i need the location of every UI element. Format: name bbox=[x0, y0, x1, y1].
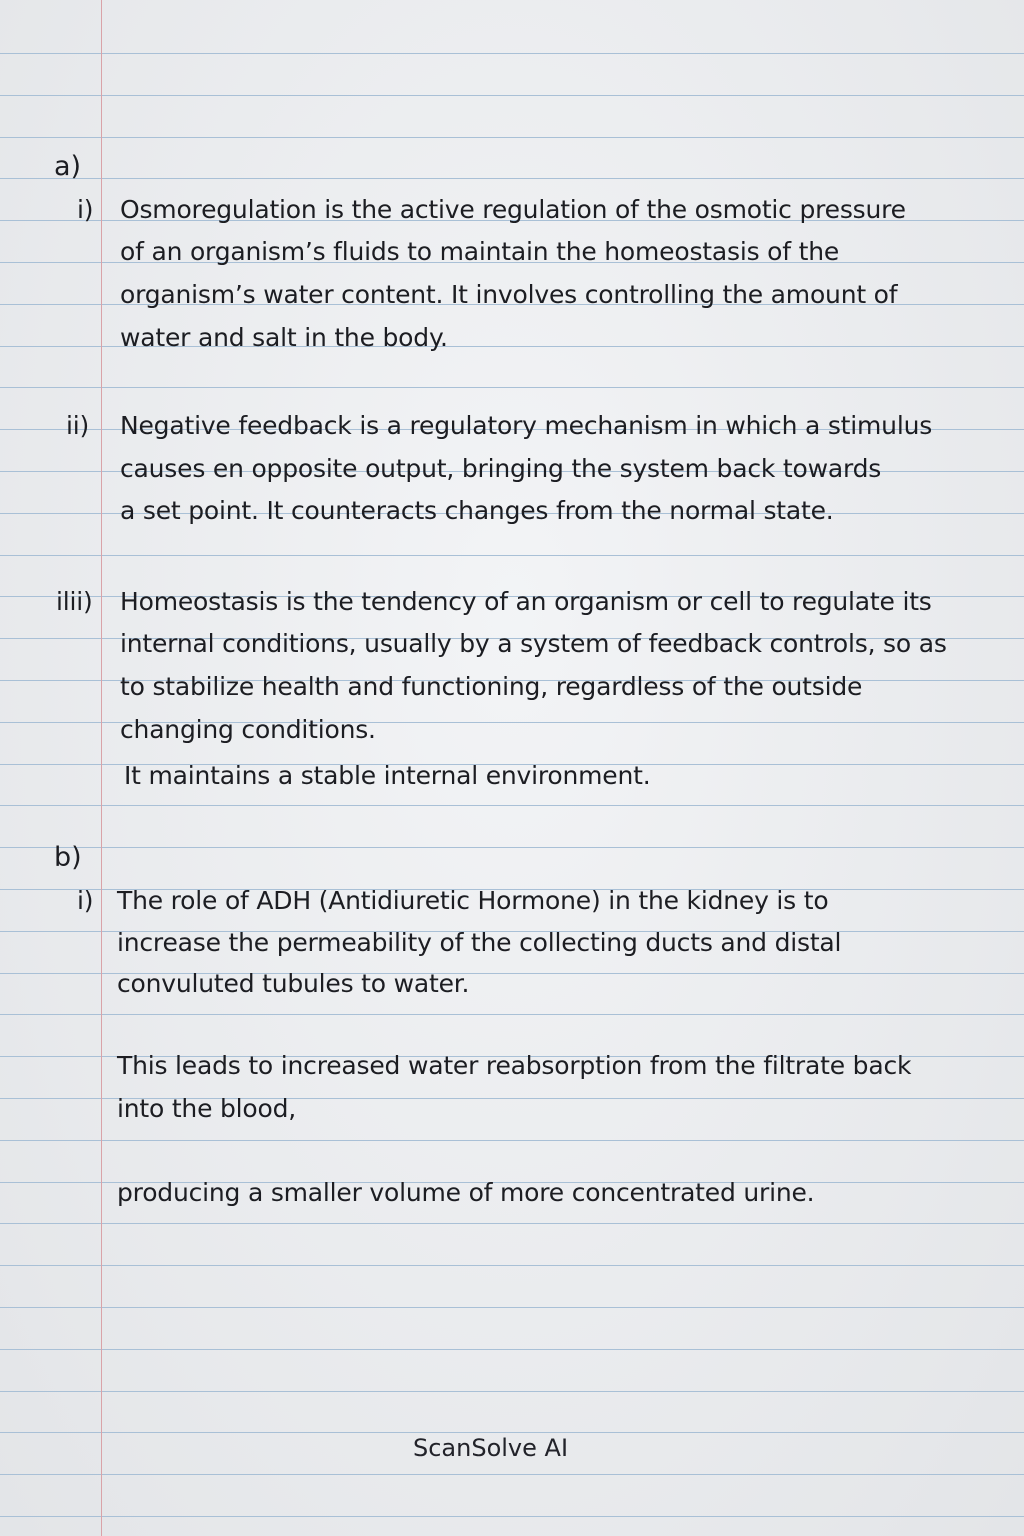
section-b-label: b) bbox=[54, 842, 82, 873]
ruled-line bbox=[0, 178, 1024, 179]
ruled-line bbox=[0, 555, 1024, 556]
ruled-line bbox=[0, 805, 1024, 806]
margin-line bbox=[101, 0, 102, 1536]
ruled-line bbox=[0, 1014, 1024, 1015]
ruled-line bbox=[0, 137, 1024, 138]
item-b-i-line-5: into the blood, bbox=[117, 1094, 297, 1123]
item-a-iii-line-2: internal conditions, usually by a system of feedback controls, so as bbox=[120, 629, 947, 658]
item-b-i-marker: i) bbox=[77, 886, 94, 915]
ruled-line bbox=[0, 95, 1024, 96]
item-b-i-line-1: The role of ADH (Antidiuretic Hormone) in the kidney is to bbox=[117, 886, 829, 915]
item-b-i-line-6: producing a smaller volume of more concentrated urine. bbox=[117, 1178, 815, 1207]
ruled-line bbox=[0, 1391, 1024, 1392]
ruled-line bbox=[0, 1223, 1024, 1224]
item-a-iii-line-1: Homeostasis is the tendency of an organism or cell to regulate its bbox=[120, 587, 932, 616]
ruled-line bbox=[0, 1474, 1024, 1475]
ruled-line bbox=[0, 847, 1024, 848]
item-b-i-line-2: increase the permeability of the collecting ducts and distal bbox=[117, 928, 842, 957]
ruled-line bbox=[0, 1307, 1024, 1308]
ruled-line bbox=[0, 1349, 1024, 1350]
ruled-line bbox=[0, 1265, 1024, 1266]
item-a-i-line-3: organism’s water content. It involves controlling the amount of bbox=[120, 280, 898, 309]
ruled-line bbox=[0, 1140, 1024, 1141]
ruled-line bbox=[0, 53, 1024, 54]
ruled-line bbox=[0, 1516, 1024, 1517]
item-a-ii-line-3: a set point. It counteracts changes from the normal state. bbox=[120, 496, 834, 525]
item-a-ii-line-2: causes en opposite output, bringing the system back towards bbox=[120, 454, 882, 483]
footer-brand: ScanSolve AI bbox=[413, 1434, 569, 1462]
item-a-i-line-4: water and salt in the body. bbox=[120, 323, 448, 352]
ruled-line bbox=[0, 387, 1024, 388]
item-a-i-line-2: of an organism’s fluids to maintain the homeostasis of the bbox=[120, 237, 840, 266]
item-a-iii-line-4: changing conditions. bbox=[120, 715, 376, 744]
item-a-i-line-1: Osmoregulation is the active regulation of the osmotic pressure bbox=[120, 195, 906, 224]
item-a-iii-marker: ilii) bbox=[56, 587, 93, 616]
item-a-ii-line-1: Negative feedback is a regulatory mechanism in which a stimulus bbox=[120, 411, 933, 440]
item-a-iii-line-3: to stabilize health and functioning, regardless of the outside bbox=[120, 672, 863, 701]
item-a-iii-line-5: It maintains a stable internal environment. bbox=[124, 761, 651, 790]
item-a-ii-marker: ii) bbox=[66, 411, 90, 440]
item-a-i-marker: i) bbox=[77, 195, 94, 224]
section-a-label: a) bbox=[54, 151, 82, 182]
item-b-i-line-4: This leads to increased water reabsorption from the filtrate back bbox=[117, 1051, 912, 1080]
item-b-i-line-3: convuluted tubules to water. bbox=[117, 969, 470, 998]
